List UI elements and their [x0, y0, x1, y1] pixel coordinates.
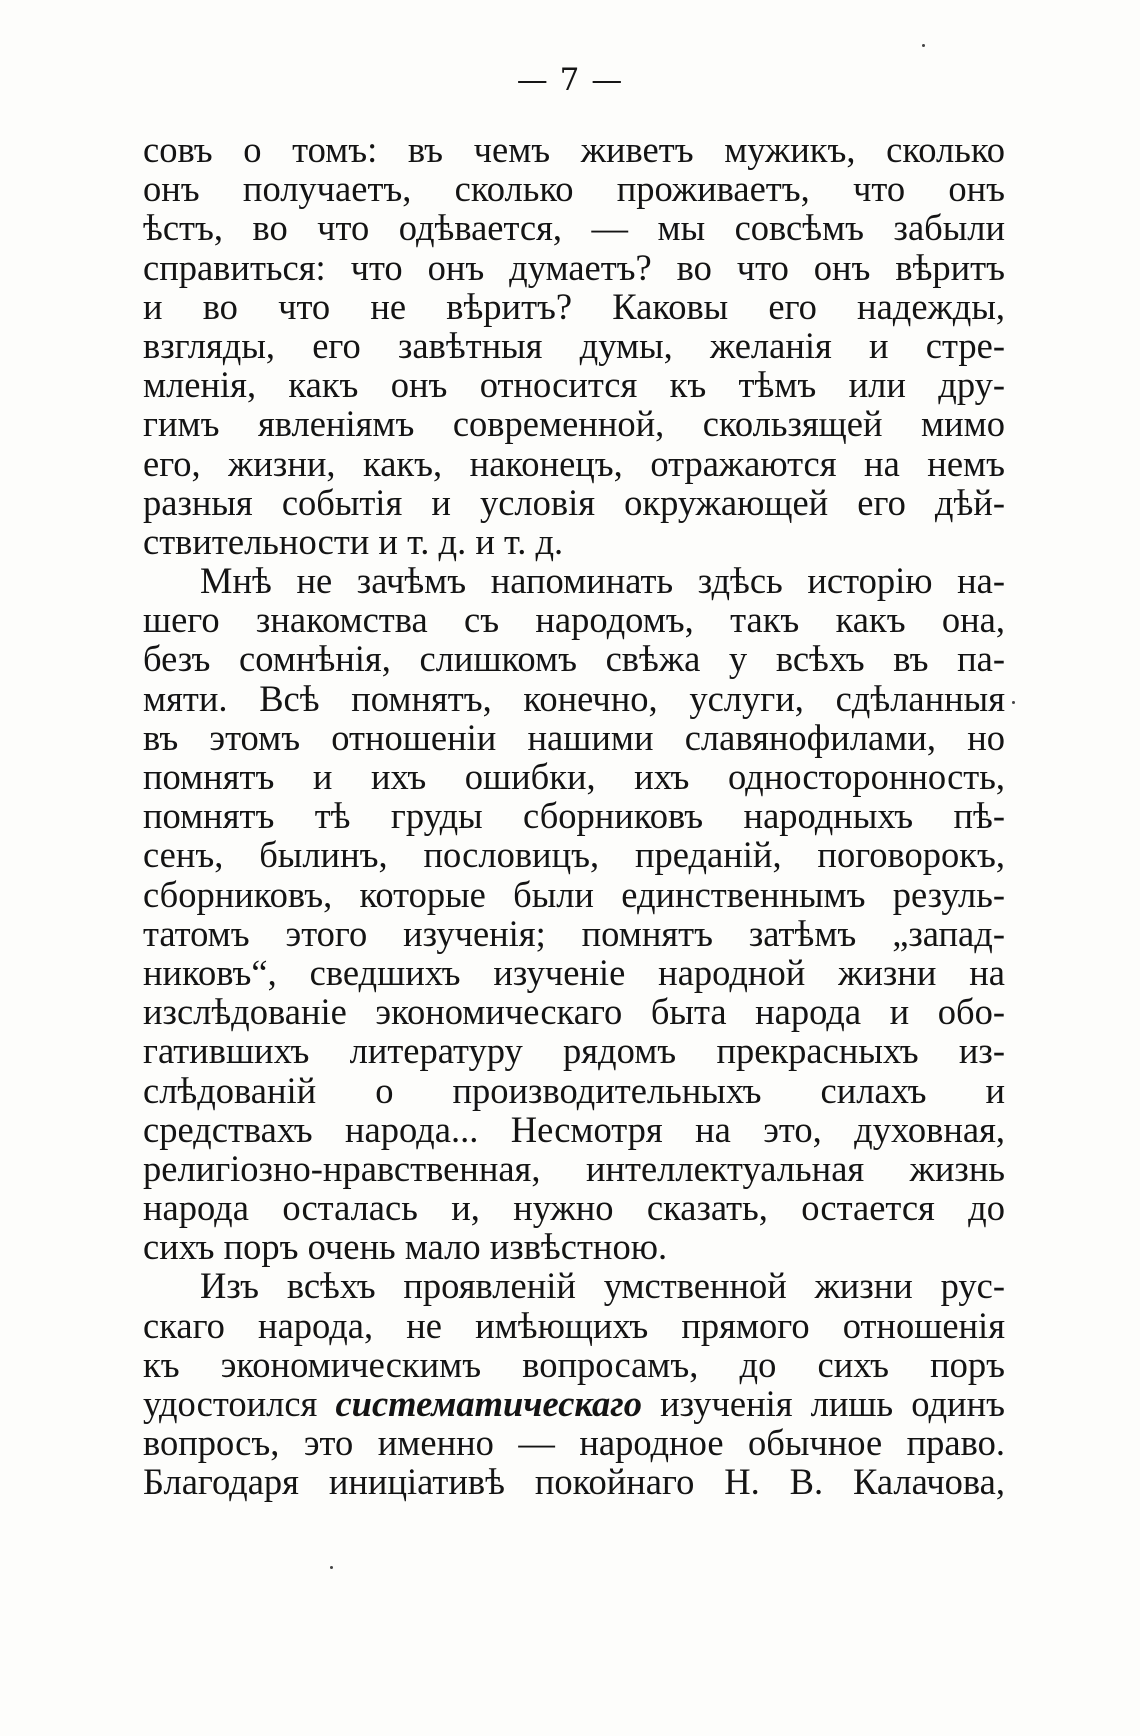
scan-speck: [1012, 701, 1015, 704]
text-line: мяти. Всѣ помнятъ, конечно, услуги, сдѣланныя: [143, 677, 1005, 719]
text-line: Изъ всѣхъ проявленій умственной жизни рус-: [200, 1265, 1005, 1307]
text-line: религіозно-нравственная, интеллектуальная жизнь: [143, 1147, 1005, 1189]
text-line: разныя событія и условія окружающей его дѣй-: [143, 481, 1005, 523]
paragraph-2: [143, 561, 1005, 1266]
text-line: никовъ“, сведшихъ изученіе народной жизни на: [143, 951, 1005, 993]
text-line: слѣдованій о производительныхъ силахъ и: [143, 1069, 1005, 1111]
text-line: въ этомъ отношеніи нашими славянофилами, но: [143, 716, 1005, 758]
text-line: его, жизни, какъ, наконецъ, отражаются на немъ: [143, 442, 1005, 484]
text-line: безъ сомнѣнія, слишкомъ свѣжа у всѣхъ въ па-: [143, 638, 1005, 680]
text-line: справиться: что онъ думаетъ? во что онъ вѣритъ: [143, 246, 1005, 288]
text-line: совъ о томъ: въ чемъ живетъ мужикъ, сколько: [143, 129, 1005, 170]
text-line: средствахъ народа... Несмотря на это, духовная,: [143, 1108, 1005, 1150]
text-line: и во что не вѣритъ? Каковы его надежды,: [143, 285, 1005, 327]
text-line: Мнѣ не зачѣмъ напоминать здѣсь исторію на-: [200, 560, 1005, 602]
text-line: Благодаря иниціативѣ покойнаго Н. В. Калачова,: [143, 1461, 1005, 1503]
text-line: взгляды, его завѣтныя думы, желанія и стре-: [143, 324, 1005, 366]
text-span: удостоился: [143, 1383, 336, 1424]
text-line: гимъ явленіямъ современной, скользящей мимо: [143, 403, 1005, 445]
text-line: шего знакомства съ народомъ, такъ какъ она,: [143, 599, 1005, 641]
emphasized-word: систематическаго: [335, 1383, 642, 1424]
text-line: ѣстъ, во что одѣвается, — мы совсѣмъ забыли: [143, 207, 1005, 249]
text-line: изслѣдованіе экономическаго быта народа и обо-: [143, 991, 1005, 1033]
paragraph-3: [143, 1266, 1005, 1501]
text-line: сихъ поръ очень мало извѣстною.: [143, 1226, 668, 1268]
text-span: изученія лишь одинъ: [641, 1383, 1005, 1424]
text-line: народа осталась и, нужно сказать, остается до: [143, 1187, 1005, 1229]
text-line: помнятъ и ихъ ошибки, ихъ односторонность,: [143, 756, 1005, 797]
paragraph-1: [143, 130, 1005, 561]
page-number: — 7 —: [516, 62, 624, 98]
text-line: онъ получаетъ, сколько проживаетъ, что онъ: [143, 168, 1005, 210]
text-line-with-emphasis: [143, 1384, 1005, 1423]
text-line: мленія, какъ онъ относится къ тѣмъ или дру-: [143, 364, 1005, 406]
text-line: сенъ, былинъ, пословицъ, преданій, поговорокъ,: [143, 834, 1005, 876]
text-line: сборниковъ, которые были единственнымъ резуль-: [143, 873, 1005, 915]
text-line: ствительности и т. д. и т. д.: [143, 520, 564, 562]
scan-speck: [330, 1566, 333, 1569]
text-line: помнятъ тѣ груды сборниковъ народныхъ пѣ-: [143, 795, 1005, 837]
text-line: къ экономическимъ вопросамъ, до сихъ поръ: [143, 1343, 1005, 1385]
text-line: вопросъ, это именно — народное обычное право.: [143, 1422, 1005, 1464]
text-line: скаго народа, не имѣющихъ прямого отношенія: [143, 1304, 1005, 1346]
scan-speck: [922, 44, 925, 47]
body-text: [143, 130, 1005, 1502]
text-line: гатившихъ литературу рядомъ прекрасныхъ из-: [143, 1030, 1005, 1072]
text-line: татомъ этого изученія; помнятъ затѣмъ „запад-: [143, 912, 1005, 954]
